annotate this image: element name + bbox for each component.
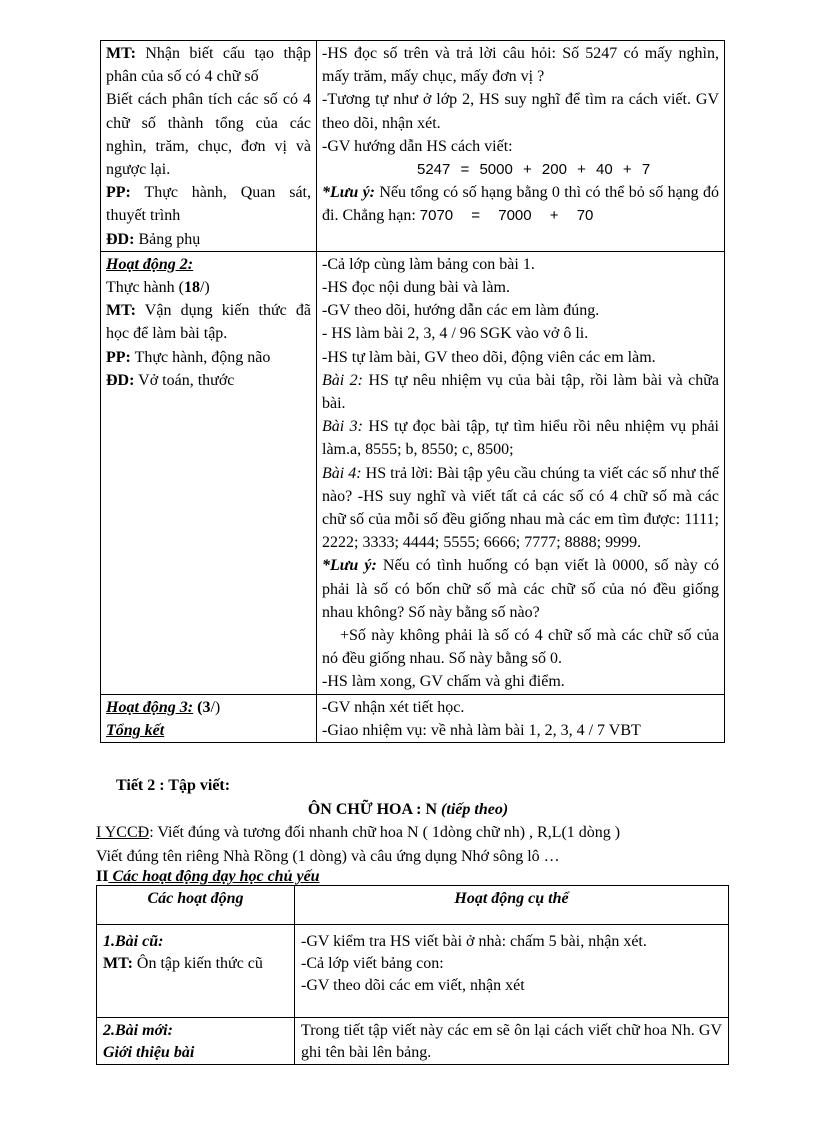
- table-row: [97, 1018, 729, 1065]
- objective-detail: Biết cách phân tích các số có 4 chữ số thành tổng của các nghìn, trăm, chục, đơn vị và ngược lại.: [106, 91, 311, 179]
- detail-text: -Cả lớp viết bảng con:: [301, 955, 444, 972]
- objective: MT: Vận dụng kiến thức đã học để làm bài tập.: [106, 302, 311, 343]
- lesson-heading: ÔN CHỮ HOA : N (tiếp theo): [307, 801, 509, 818]
- activity-cell: [97, 925, 295, 1018]
- table-header-row: [97, 886, 729, 925]
- detail-text: -Cả lớp cùng làm bảng con bài 1.: [322, 255, 535, 273]
- activity-cell: [101, 41, 317, 252]
- lesson-table-2: [96, 885, 729, 1065]
- detail-text: -GV theo dõi, hướng dẫn các em làm đúng.: [322, 302, 600, 320]
- detail-text: -GV nhận xét tiết học.: [322, 698, 465, 716]
- materials: ĐD: Bảng phụ: [106, 230, 201, 248]
- table-row: [101, 694, 725, 742]
- table-row: [97, 925, 729, 1018]
- activity-title: Hoạt động 2:: [106, 255, 194, 273]
- table-row: [101, 251, 725, 694]
- equation: 5247 = 5000 + 200 + 40 + 7: [417, 161, 651, 179]
- detail-text: -Tương tự như ở lớp 2, HS suy nghĩ để tìm ra cách viết. GV theo dõi, nhận xét.: [322, 91, 719, 132]
- activity-cell: [101, 251, 317, 694]
- note: *Lưu ý: Nếu tổng có số hạng bằng 0 thì có thể bỏ số hạng đó đi. Chẳng hạn: 7070 = 7000 + 70: [322, 184, 720, 225]
- note: *Lưu ý: Nếu có tình huống có bạn viết là 0000, số này có phải là số có bốn chữ số mà các chữ số của nó đều giống nhau không? Số này bằng số nào?: [322, 557, 720, 621]
- answer: +Số này không phải là số có 4 chữ số mà các chữ số của nó đều giống nhau. Số này bằng số 0.: [322, 627, 719, 668]
- detail-text: -HS đọc nội dung bài và làm.: [322, 279, 510, 297]
- section-title: II Các hoạt động dạy học chủ yếu: [96, 868, 320, 885]
- detail-cell: [295, 925, 729, 1018]
- detail-text: -GV kiểm tra HS viết bài ở nhà: chấm 5 bài, nhận xét.: [301, 933, 647, 950]
- objective: MT: Ôn tập kiến thức cũ: [103, 955, 263, 972]
- detail-text: -HS tự làm bài, GV theo dõi, động viên các em làm.: [322, 348, 656, 366]
- lesson-table-1: [100, 40, 725, 743]
- column-header: Hoạt động cụ thể: [295, 886, 729, 925]
- activity-cell: [97, 1018, 295, 1065]
- exercise-2: Bài 2: HS tự nêu nhiệm vụ của bài tập, rồi làm bài và chữa bài.: [322, 371, 720, 413]
- activity-cell: [101, 694, 317, 742]
- exercise-3: Bài 3: HS tự đọc bài tập, tự tìm hiểu rồi nêu nhiệm vụ phải làm.a, 8555; b, 8550; c, 8500;: [322, 418, 720, 459]
- objective: MT: Nhận biết cấu tạo thập phân của số có 4 chữ số: [106, 45, 311, 86]
- detail-cell: [317, 41, 725, 252]
- activity-title: 1.Bài cũ:: [103, 933, 164, 950]
- detail-cell: Trong tiết tập viết này các em sẽ ôn lại cách viết chữ hoa Nh. GV ghi tên bài lên bảng.: [295, 1018, 729, 1065]
- detail-text: -HS đọc số trên và trả lời câu hỏi: Số 5247 có mấy nghìn, mấy trăm, mấy chục, mấy đơn vị ?: [322, 45, 719, 86]
- materials: ĐD: Vở toán, thước: [106, 371, 235, 389]
- objective-line-2: Viết đúng tên riêng Nhà Rồng (1 dòng) và câu ứng dụng Nhớ sông lô …: [96, 848, 560, 865]
- method: PP: Thực hành, động não: [106, 348, 271, 366]
- activity-title: 2.Bài mới:: [103, 1022, 173, 1039]
- practice-label: Thực hành (18/): [106, 279, 210, 297]
- activity-subtitle: Giới thiệu bài: [103, 1044, 195, 1061]
- objective-line: I YCCĐ: Viết đúng và tương đối nhanh chữ hoa N ( 1dòng chữ nh) , R,L(1 dòng ): [96, 824, 621, 841]
- detail-text: -GV theo dõi các em viết, nhận xét: [301, 977, 525, 994]
- detail-text: - HS làm bài 2, 3, 4 / 96 SGK vào vở ô li.: [322, 325, 589, 343]
- detail-text: -HS làm xong, GV chấm và ghi điểm.: [322, 673, 565, 691]
- summary-label: Tổng kết: [106, 721, 165, 739]
- activity-title: Hoạt động 3: (3/): [106, 698, 221, 716]
- detail-text: -GV hướng dẫn HS cách viết:: [322, 137, 513, 155]
- detail-cell: [317, 694, 725, 742]
- lesson-title: Tiết 2 : Tập viết:: [116, 777, 231, 794]
- table-row: [101, 41, 725, 252]
- detail-text: -Giao nhiệm vụ: về nhà làm bài 1, 2, 3, 4 / 7 VBT: [322, 721, 641, 739]
- exercise-4: Bài 4: HS trả lời: Bài tập yêu cầu chúng ta viết các số như thế nào? -HS suy nghĩ và viết tất cả các số có 4 chữ số mà các chữ số của mỗi số đều giống nhau mà các em tìm được: 1111; 2222; 3333; 4444; 5555; 6666; 7777; 8888; 9999.: [322, 464, 719, 552]
- detail-cell: [317, 251, 725, 694]
- note-example: 7070 = 7000 + 70: [419, 207, 594, 225]
- column-header: Các hoạt động: [97, 886, 295, 925]
- method: PP: Thực hành, Quan sát, thuyết trình: [106, 184, 311, 225]
